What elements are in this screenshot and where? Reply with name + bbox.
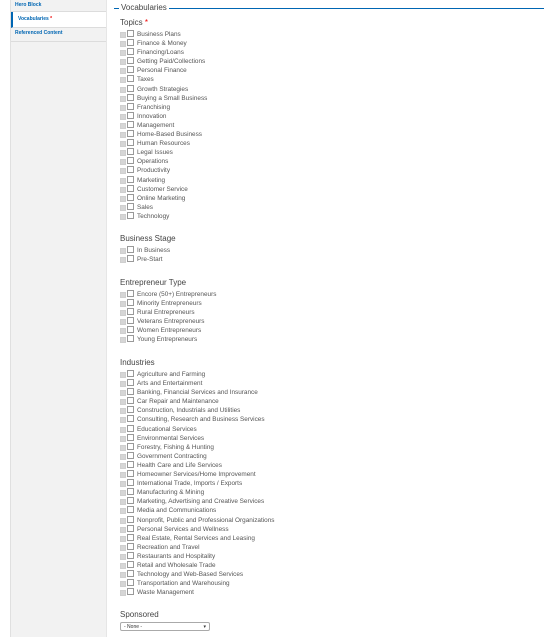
checkbox[interactable] [127, 139, 134, 146]
inherited-checkbox-icon [120, 87, 126, 93]
checkbox[interactable] [127, 246, 134, 253]
checkbox-label: Technology and Web-Based Services [137, 571, 244, 579]
checkbox-label: Arts and Entertainment [137, 380, 203, 388]
checkbox-label: Management [137, 121, 175, 129]
checkbox-label: Human Resources [137, 140, 190, 148]
inherited-checkbox-icon [120, 150, 126, 156]
inherited-checkbox-icon [120, 390, 126, 396]
inherited-checkbox-icon [120, 187, 126, 193]
checkbox[interactable] [127, 516, 134, 523]
inherited-checkbox-icon [120, 159, 126, 165]
checkbox[interactable] [127, 443, 134, 450]
inherited-checkbox-icon [120, 590, 126, 596]
checkbox-label: Restaurants and Hospitality [137, 552, 216, 560]
inherited-checkbox-icon [120, 499, 126, 505]
sidebar-item-label: Hero Block [15, 2, 42, 8]
checkbox-label: Buying a Small Business [137, 94, 208, 102]
checkbox[interactable] [127, 379, 134, 386]
checkbox-label: Homeowner Services/Home Improvement [137, 471, 256, 479]
inherited-checkbox-icon [120, 490, 126, 496]
checkbox[interactable] [127, 290, 134, 297]
inherited-checkbox-icon [120, 454, 126, 460]
inherited-checkbox-icon [120, 41, 126, 47]
checkbox[interactable] [127, 452, 134, 459]
checkbox-label: Banking, Financial Services and Insurance [137, 389, 258, 397]
inherited-checkbox-icon [120, 132, 126, 138]
checkbox[interactable] [127, 203, 134, 210]
inherited-checkbox-icon [120, 545, 126, 551]
checkbox-label: Agriculture and Farming [137, 371, 206, 378]
checkbox-label: Minority Entrepreneurs [137, 300, 202, 308]
checkbox[interactable] [127, 525, 134, 532]
inherited-checkbox-icon [120, 77, 126, 83]
checkbox[interactable] [127, 103, 134, 110]
inherited-checkbox-icon [120, 68, 126, 74]
checkbox-label: Encore (50+) Entrepreneurs [137, 291, 217, 298]
inherited-checkbox-icon [120, 337, 126, 343]
checkbox-label: Environmental Services [137, 434, 205, 442]
checkbox[interactable] [127, 112, 134, 119]
checkbox[interactable] [127, 57, 134, 64]
checkbox-label: Health Care and Life Services [137, 461, 222, 469]
checkbox-label: Customer Service [137, 185, 188, 193]
sponsored-label: Sponsored [120, 610, 159, 619]
required-marker: * [142, 18, 149, 27]
checkbox[interactable] [127, 255, 134, 262]
checkbox[interactable] [127, 497, 134, 504]
inherited-checkbox-icon [120, 214, 126, 220]
checkbox-label: Rural Entrepreneurs [137, 309, 195, 317]
checkbox[interactable] [127, 470, 134, 477]
checkbox-label: Legal Issues [137, 149, 173, 157]
inherited-checkbox-icon [120, 292, 126, 298]
inherited-checkbox-icon [120, 554, 126, 560]
checkbox[interactable] [127, 39, 134, 46]
vertical-tabs [10, 0, 107, 637]
sidebar-item-vocabularies[interactable] [11, 12, 107, 28]
sidebar-item-label: Vocabularies [18, 16, 49, 22]
checkbox-label: Media and Communications [137, 507, 217, 515]
vocab-group-title-text: Topics [120, 18, 143, 27]
inherited-checkbox-icon [120, 445, 126, 451]
checkbox-label: Veterans Entrepreneurs [137, 318, 205, 326]
inherited-checkbox-icon [120, 563, 126, 569]
checkbox-label: Productivity [137, 167, 171, 175]
vocab-group-title [120, 358, 155, 368]
checkbox[interactable] [127, 185, 134, 192]
inherited-checkbox-icon [120, 96, 126, 102]
checkbox-label: Construction, Industrials and Utilities [137, 407, 241, 415]
checkbox-label: Sales [137, 203, 153, 211]
inherited-checkbox-icon [120, 248, 126, 254]
inherited-checkbox-icon [120, 463, 126, 469]
checkbox[interactable] [127, 212, 134, 219]
checkbox-label: Franchising [137, 103, 171, 111]
checkbox-label: Business Plans [137, 31, 181, 38]
checkbox[interactable] [127, 488, 134, 495]
checkbox-label: Real Estate, Rental Services and Leasing [137, 534, 255, 542]
checkbox-label: Personal Finance [137, 67, 187, 75]
fieldset-legend [114, 2, 544, 12]
vocab-group-title [120, 18, 148, 28]
inherited-checkbox-icon [120, 168, 126, 174]
checkbox[interactable] [127, 434, 134, 441]
checkbox-label: Manufacturing & Mining [137, 489, 205, 497]
checkbox[interactable] [127, 506, 134, 513]
inherited-checkbox-icon [120, 417, 126, 423]
checkbox-label: Growth Strategies [137, 85, 189, 93]
inherited-checkbox-icon [120, 536, 126, 542]
checkbox-label: Personal Services and Wellness [137, 525, 229, 533]
inherited-checkbox-icon [120, 328, 126, 334]
checkbox-label: Women Entrepreneurs [137, 327, 202, 335]
vocab-group-title [120, 278, 186, 288]
checkbox-label: Pre-Start [137, 256, 163, 264]
checkbox[interactable] [127, 85, 134, 92]
inherited-checkbox-icon [120, 572, 126, 578]
inherited-checkbox-icon [120, 436, 126, 442]
checkbox[interactable] [127, 308, 134, 315]
checkbox-label: Recreation and Travel [137, 543, 200, 551]
checkbox-label: Taxes [137, 76, 154, 84]
checkbox-label: Marketing, Advertising and Creative Services [137, 498, 265, 506]
inherited-checkbox-icon [120, 310, 126, 316]
inherited-checkbox-icon [120, 114, 126, 120]
checkbox-label: International Trade, Imports / Exports [137, 480, 243, 488]
checkbox-label: Technology [137, 212, 170, 220]
checkbox-label: Financing/Loans [137, 49, 184, 57]
inherited-checkbox-icon [120, 472, 126, 478]
checkbox[interactable] [127, 30, 134, 37]
checkbox[interactable] [127, 317, 134, 324]
checkbox-label: Finance & Money [137, 40, 187, 48]
checkbox[interactable] [127, 461, 134, 468]
checkbox-label: Transportation and Warehousing [137, 580, 230, 588]
checkbox[interactable] [127, 588, 134, 595]
vocab-group-title-text: Industries [120, 358, 155, 367]
inherited-checkbox-icon [120, 381, 126, 387]
checkbox[interactable] [127, 166, 134, 173]
inherited-checkbox-icon [120, 581, 126, 587]
checkbox[interactable] [127, 425, 134, 432]
chevron-down-icon: ▾ [203, 624, 206, 630]
checkbox-label: In Business [137, 247, 171, 254]
checkbox[interactable] [127, 543, 134, 550]
vocab-group-title-text: Entrepreneur Type [120, 278, 187, 287]
checkbox[interactable] [127, 561, 134, 568]
checkbox[interactable] [127, 534, 134, 541]
sponsored-select[interactable] [120, 622, 210, 631]
required-marker: * [48, 16, 53, 22]
checkbox[interactable] [127, 48, 134, 55]
checkbox-label: Home-Based Business [137, 131, 203, 139]
inherited-checkbox-icon [120, 141, 126, 147]
checkbox[interactable] [127, 66, 134, 73]
checkbox[interactable] [127, 148, 134, 155]
inherited-checkbox-icon [120, 399, 126, 405]
checkbox[interactable] [127, 397, 134, 404]
content-divider [106, 0, 107, 637]
inherited-checkbox-icon [120, 178, 126, 184]
checkbox[interactable] [127, 130, 134, 137]
checkbox[interactable] [127, 415, 134, 422]
legend-rule [114, 8, 544, 9]
checkbox-label: Educational Services [137, 425, 197, 433]
vocab-group-title [120, 234, 176, 244]
checkbox[interactable] [127, 570, 134, 577]
checkbox-label: Nonprofit, Public and Professional Organizations [137, 516, 275, 524]
inherited-checkbox-icon [120, 508, 126, 514]
checkbox[interactable] [127, 335, 134, 342]
checkbox[interactable] [127, 406, 134, 413]
checkbox-label: Online Marketing [137, 194, 186, 202]
checkbox[interactable] [127, 552, 134, 559]
checkbox[interactable] [127, 579, 134, 586]
checkbox[interactable] [127, 370, 134, 377]
inherited-checkbox-icon [120, 372, 126, 378]
inherited-checkbox-icon [120, 196, 126, 202]
checkbox-label: Government Contracting [137, 452, 207, 460]
checkbox-label: Operations [137, 158, 169, 166]
sidebar-item-label: Referenced Content [15, 30, 63, 36]
inherited-checkbox-icon [120, 32, 126, 38]
checkbox[interactable] [127, 479, 134, 486]
checkbox[interactable] [127, 194, 134, 201]
checkbox-label: Car Repair and Maintenance [137, 398, 219, 406]
checkbox[interactable] [127, 75, 134, 82]
checkbox[interactable] [127, 94, 134, 101]
sidebar-item-hero-block[interactable] [11, 0, 106, 12]
checkbox-label: Getting Paid/Collections [137, 58, 206, 66]
inherited-checkbox-icon [120, 123, 126, 129]
inherited-checkbox-icon [120, 50, 126, 56]
checkbox[interactable] [127, 388, 134, 395]
sidebar-item-referenced-content[interactable] [11, 28, 106, 42]
inherited-checkbox-icon [120, 59, 126, 65]
inherited-checkbox-icon [120, 518, 126, 524]
legend-title: Vocabularies [121, 3, 167, 12]
checkbox-label: Consulting, Research and Business Services [137, 416, 265, 424]
checkbox[interactable] [127, 299, 134, 306]
vocab-group-title-text: Business Stage [120, 234, 176, 243]
inherited-checkbox-icon [120, 301, 126, 307]
inherited-checkbox-icon [120, 427, 126, 433]
checkbox-label: Retail and Wholesale Trade [137, 561, 216, 569]
checkbox[interactable] [127, 121, 134, 128]
checkbox-label: Innovation [137, 112, 167, 120]
checkbox[interactable] [127, 326, 134, 333]
checkbox-label: Young Entrepreneurs [137, 336, 198, 344]
checkbox[interactable] [127, 176, 134, 183]
inherited-checkbox-icon [120, 205, 126, 211]
checkbox-label: Marketing [137, 176, 166, 184]
checkbox-label: Forestry, Fishing & Hunting [137, 443, 214, 451]
sponsored-select-value: - None - [124, 624, 143, 630]
inherited-checkbox-icon [120, 257, 126, 263]
inherited-checkbox-icon [120, 319, 126, 325]
inherited-checkbox-icon [120, 408, 126, 414]
inherited-checkbox-icon [120, 481, 126, 487]
inherited-checkbox-icon [120, 105, 126, 111]
checkbox-label: Waste Management [137, 589, 194, 597]
inherited-checkbox-icon [120, 527, 126, 533]
checkbox[interactable] [127, 157, 134, 164]
